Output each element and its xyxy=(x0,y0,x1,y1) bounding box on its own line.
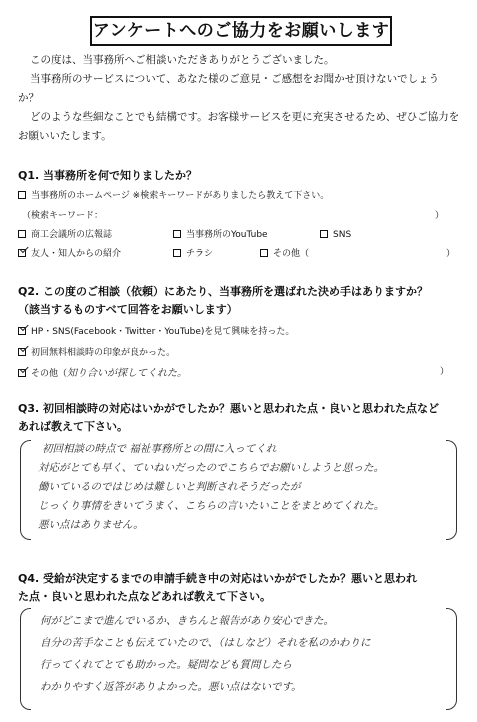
checkbox[interactable] xyxy=(173,230,181,238)
q3-handwritten-answer xyxy=(38,442,384,533)
q1-option-chamber xyxy=(18,229,112,241)
answer-line-4: じっくり事情をきいてうまく、こちらの言いたいことをまとめてくれた。 xyxy=(38,500,385,512)
q4-answer-left-bracket xyxy=(20,608,31,710)
checkbox[interactable] xyxy=(260,249,268,257)
q2-other-close: ） xyxy=(440,367,450,377)
q4-question: Q4. 受給が決定するまでの申請手続き中の対応はいかがでしたか？悪いと思われ xyxy=(18,572,418,585)
answer-line-4: わかりやすく返答がありよかった。悪い点はないです。 xyxy=(40,681,302,693)
q4-answer-right-bracket xyxy=(446,608,457,710)
handwritten-other-answer: 知り合いが探してくれた。 xyxy=(67,368,188,379)
checked-checkbox[interactable] xyxy=(18,249,26,257)
checkbox[interactable] xyxy=(18,230,26,238)
intro-line-4: どのような些細なことでも結構です。お客様サービスを更に充実させるため、ぜひご協力を xyxy=(30,111,460,123)
q1-keyword-field xyxy=(22,210,103,222)
option-label: 商工会議所の広報誌 xyxy=(31,230,113,240)
option-label: 初回無料相談時の印象が良かった。 xyxy=(31,348,176,358)
q2-question: Q2. この度のご相談（依頼）にあたり、当事務所を選ばれた決め手はありますか？ xyxy=(18,285,429,298)
answer-line-5: 悪い点はありません。 xyxy=(38,519,144,531)
q1-option-other xyxy=(260,248,309,260)
checkbox[interactable] xyxy=(18,191,26,199)
answer-line-1: 初回相談の時点で 福祉事務所との間に入ってくれ xyxy=(42,443,277,455)
intro-line-1: この度は、当事務所へご相談いただきありがとうございました。 xyxy=(30,54,335,66)
option-label: SNS xyxy=(333,230,352,240)
q3-answer-right-bracket xyxy=(446,440,457,540)
answer-line-3: 行ってくれてとても助かった。疑問なども質問したら xyxy=(40,659,292,671)
answer-line-1: 何がどこまで進んでいるか、きちんと報告があり安心できた。 xyxy=(40,615,334,627)
answer-line-2: 自分の苦手なことも伝えていたので、（はしなど）それを私のかわりに xyxy=(40,637,371,649)
q1-question: Q1. 当事務所を何で知りましたか？ xyxy=(18,169,198,182)
survey-title: アンケートへのご協力をお願いします xyxy=(90,16,392,46)
q1-option-sns xyxy=(320,229,351,241)
q3-answer-left-bracket xyxy=(20,440,31,540)
q2-option-free xyxy=(18,347,175,359)
q1-option-youtube xyxy=(173,229,268,241)
intro-text xyxy=(18,53,468,143)
answer-line-3: 働いているのではじめは難しいと判断されそうだったが xyxy=(38,481,301,493)
q3-question: Q3. 初回相談時の対応はいかがでしたか？悪いと思われた点・良いと思われた点など xyxy=(18,402,440,415)
checkbox[interactable] xyxy=(173,249,181,257)
q3-question-2: あれば教えて下さい。 xyxy=(18,420,128,433)
option-label: 当事務所のホームページ ※検索キーワードがありましたら教えて下さい。 xyxy=(31,191,330,201)
checkbox[interactable] xyxy=(320,230,328,238)
q1-other-close: ） xyxy=(446,249,456,259)
intro-line-2: 当事務所のサービスについて、あなた様のご意見・ご感想をお聞かせ頂けないでしょう xyxy=(30,73,440,85)
option-label: その他（ xyxy=(273,249,310,259)
checked-checkbox[interactable] xyxy=(18,348,26,356)
q1-option-flyer xyxy=(173,248,213,260)
checked-checkbox[interactable] xyxy=(18,327,26,335)
intro-line-5: お願いいたします。 xyxy=(18,130,112,142)
option-label: 友人・知人からの紹介 xyxy=(31,249,122,259)
q1-keyword-close: ） xyxy=(435,211,445,221)
q2-question-note: （該当するものすべて回答をお願いします） xyxy=(18,303,238,316)
option-label: 当事務所のYouTube xyxy=(186,230,268,240)
q2-option-other xyxy=(18,366,187,381)
q1-option-referral xyxy=(18,248,121,260)
option-label: チラシ xyxy=(186,249,214,259)
q2-option-hp xyxy=(18,326,294,338)
intro-line-3: か？ xyxy=(18,92,39,104)
option-label: HP・SNS(Facebook・Twitter・YouTube)を見て興味を持った。 xyxy=(31,327,295,337)
q1-option-homepage xyxy=(18,190,329,202)
answer-line-2: 対応がとても早く、ていねいだったのでこちらでお願いしようと思った。 xyxy=(38,462,385,474)
q4-handwritten-answer xyxy=(40,614,371,695)
checked-checkbox[interactable] xyxy=(18,369,26,377)
option-label: その他（ xyxy=(31,369,68,379)
q4-question-2: た点・良いと思われた点などあれば教えて下さい。 xyxy=(18,590,271,603)
keyword-label: （検索キーワード： xyxy=(22,211,104,221)
